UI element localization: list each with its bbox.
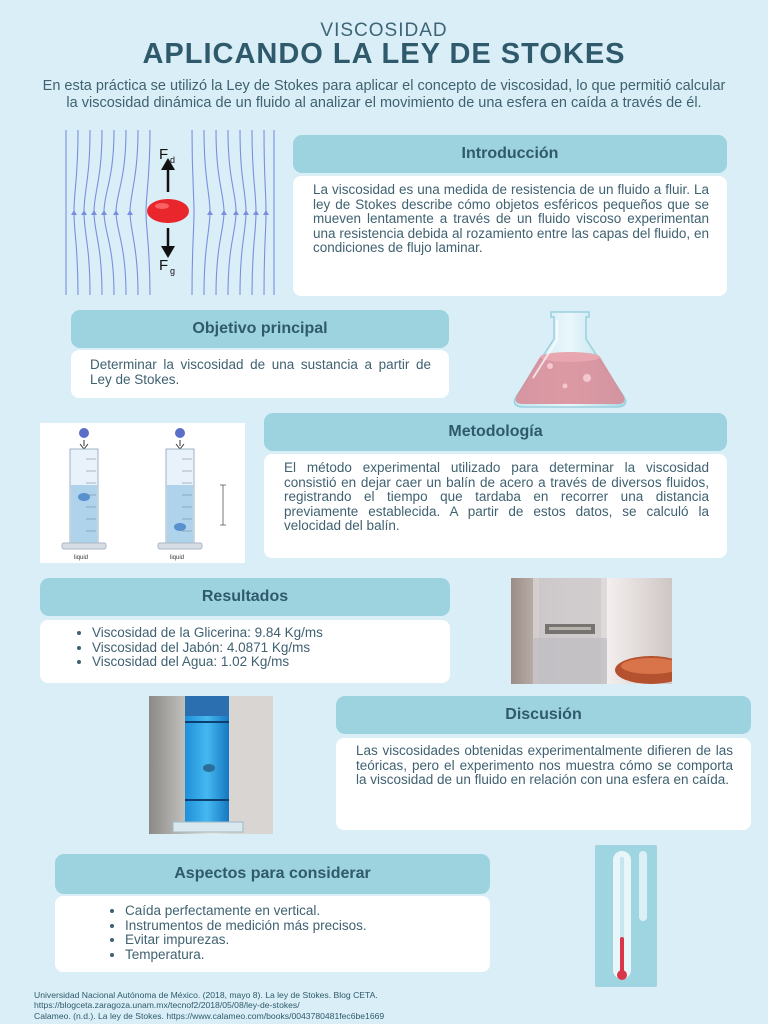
objetivo-text: Determinar la viscosidad de una sustancia a partir de Ley de Stokes. <box>71 350 449 398</box>
introduccion-heading: Introducción <box>293 135 727 173</box>
resultados-list-box <box>40 620 450 683</box>
resultados-heading: Resultados <box>40 578 450 616</box>
discusion-text: Las viscosidades obtenidas experimentalmente difieren de las teóricas, pero el experimento nos muestra cómo se comporta la viscosidad de un fluido en relación con una esfera en caída. <box>336 738 751 830</box>
metodologia-text: El método experimental utilizado para determinar la viscosidad consistió en dejar caer un balín de acero a través de diversos fluidos, registrando el tiempo que tardaba en recorrer una distancia previamente establecida. A partir de estos datos, se calculó la velocidad del balín. <box>264 454 727 558</box>
fd-label: F <box>159 146 169 163</box>
experiment-photo-tube <box>511 578 672 684</box>
cylinder-left <box>62 428 106 561</box>
objetivo-heading: Objetivo principal <box>71 310 449 348</box>
discusion-heading: Discusión <box>336 696 751 734</box>
falling-sphere <box>147 199 189 223</box>
aspectos-heading: Aspectos para considerar <box>55 854 490 894</box>
aspecto-temperatura: • Temperatura. <box>125 948 476 963</box>
metodologia-heading: Metodología <box>264 413 727 451</box>
resultado-agua: • Viscosidad del Agua: 1.02 Kg/ms <box>92 655 436 670</box>
fg-label: F <box>159 257 169 274</box>
resultado-glicerina: • Viscosidad de la Glicerina: 9.84 Kg/ms <box>92 626 436 641</box>
aspectos-list <box>107 904 476 962</box>
citation-2: Calameo. (n.d.). La ley de Stokes. https://www.calameo.com/books/0043780481fec6be1669 <box>34 1010 385 1021</box>
intro-paragraph: En esta práctica se utilizó la Ley de Stokes para aplicar el concepto de viscosidad, lo que permitió calcular la viscosidad dinámica de un fluido al analizar el movimiento de una esfera en caída a través de él. <box>42 78 726 111</box>
cylinder-right-label: liquid <box>170 555 185 561</box>
page-subtitle: VISCOSIDAD <box>320 20 448 41</box>
thermometer-icon <box>595 845 657 987</box>
experiment-photo-blue-cylinder <box>149 696 273 834</box>
resultado-jabon: • Viscosidad del Jabón: 4.0871 Kg/ms <box>92 641 436 656</box>
citation-1-url: https://blogceta.zaragoza.unam.mx/tecnof2/2018/05/08/ley-de-stokes/ <box>34 1000 300 1011</box>
aspecto-instrumentos: • Instrumentos de medición más precisos. <box>125 919 476 934</box>
aspectos-list-box <box>55 896 490 972</box>
cylinder-left-label: liquid <box>74 555 89 561</box>
resultados-list <box>74 626 436 670</box>
fg-subscript: g <box>170 266 176 276</box>
introduccion-text: La viscosidad es una medida de resistencia de un fluido a fluir. La ley de Stokes describe cómo objetos esféricos pequeños que se mueven lentamente a través de un fluido viscoso experimentan una resistencia debida al rozamiento entre las capas del fluido, en condiciones de flujo laminar. <box>293 176 727 296</box>
aspecto-caida: • Caída perfectamente en vertical. <box>125 904 476 919</box>
stokes-flow-diagram <box>60 130 280 295</box>
erlenmeyer-flask-image <box>505 308 635 408</box>
citations <box>34 990 734 1021</box>
cylinders-diagram-image <box>40 423 245 563</box>
page-title: APLICANDO LA LEY DE STOKES <box>142 38 626 70</box>
aspecto-impurezas: • Evitar impurezas. <box>125 933 476 948</box>
fd-subscript: d <box>170 155 176 165</box>
cylinder-right <box>158 428 226 561</box>
citation-1: Universidad Nacional Autónoma de México. (2018, mayo 8). La ley de Stokes. Blog CETA. <box>34 990 378 1000</box>
